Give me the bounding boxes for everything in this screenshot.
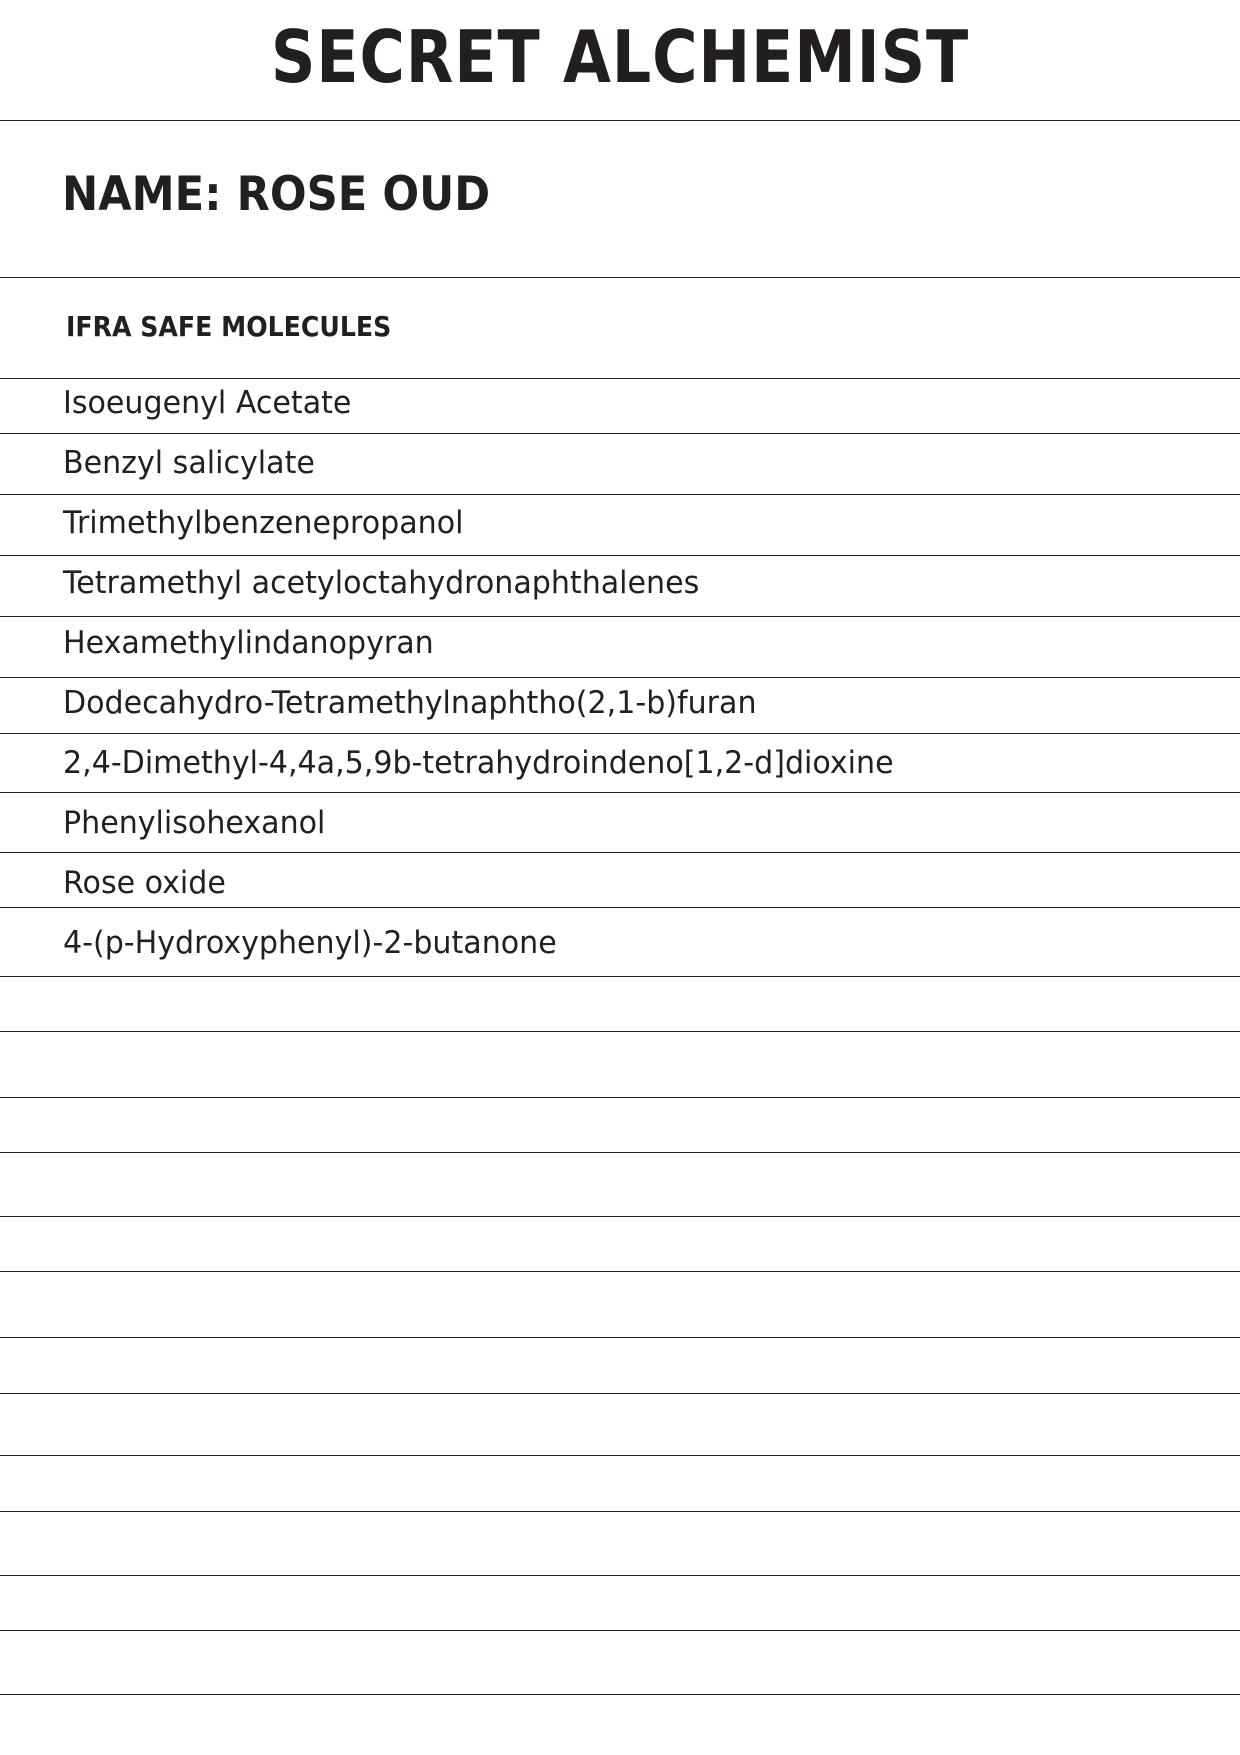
divider	[0, 792, 1240, 793]
molecule-item: Benzyl salicylate	[63, 445, 315, 481]
molecule-item: Isoeugenyl Acetate	[63, 385, 352, 421]
divider	[0, 277, 1240, 278]
blank-line	[0, 1393, 1240, 1394]
molecule-item: 4-(p-Hydroxyphenyl)-2-butanone	[63, 925, 557, 961]
divider	[0, 733, 1240, 734]
blank-line	[0, 1271, 1240, 1272]
formula-name: NAME: ROSE OUD	[62, 167, 491, 222]
blank-line	[0, 1097, 1240, 1098]
section-title: IFRA SAFE MOLECULES	[66, 310, 392, 343]
blank-line	[0, 1694, 1240, 1695]
molecule-item: Hexamethylindanopyran	[63, 625, 434, 661]
molecule-item: Tetramethyl acetyloctahydronaphthalenes	[63, 565, 700, 601]
molecule-item: Phenylisohexanol	[63, 805, 326, 841]
blank-line	[0, 1511, 1240, 1512]
divider	[0, 852, 1240, 853]
divider	[0, 120, 1240, 121]
divider	[0, 555, 1240, 556]
blank-line	[0, 1337, 1240, 1338]
molecule-item: Trimethylbenzenepropanol	[63, 505, 464, 541]
divider	[0, 378, 1240, 379]
divider	[0, 677, 1240, 678]
divider	[0, 494, 1240, 495]
divider	[0, 907, 1240, 908]
molecule-item: Rose oxide	[63, 865, 226, 901]
blank-line	[0, 1630, 1240, 1631]
molecule-item: 2,4-Dimethyl-4,4a,5,9b-tetrahydroindeno[1,2-d]dioxine	[63, 745, 894, 781]
molecule-item: Dodecahydro-Tetramethylnaphtho(2,1-b)furan	[63, 685, 757, 721]
divider	[0, 976, 1240, 977]
blank-line	[0, 1216, 1240, 1217]
divider	[0, 433, 1240, 434]
blank-line	[0, 1031, 1240, 1032]
blank-line	[0, 1575, 1240, 1576]
blank-line	[0, 1455, 1240, 1456]
page-title: SECRET ALCHEMIST	[270, 15, 970, 99]
blank-line	[0, 1152, 1240, 1153]
divider	[0, 616, 1240, 617]
